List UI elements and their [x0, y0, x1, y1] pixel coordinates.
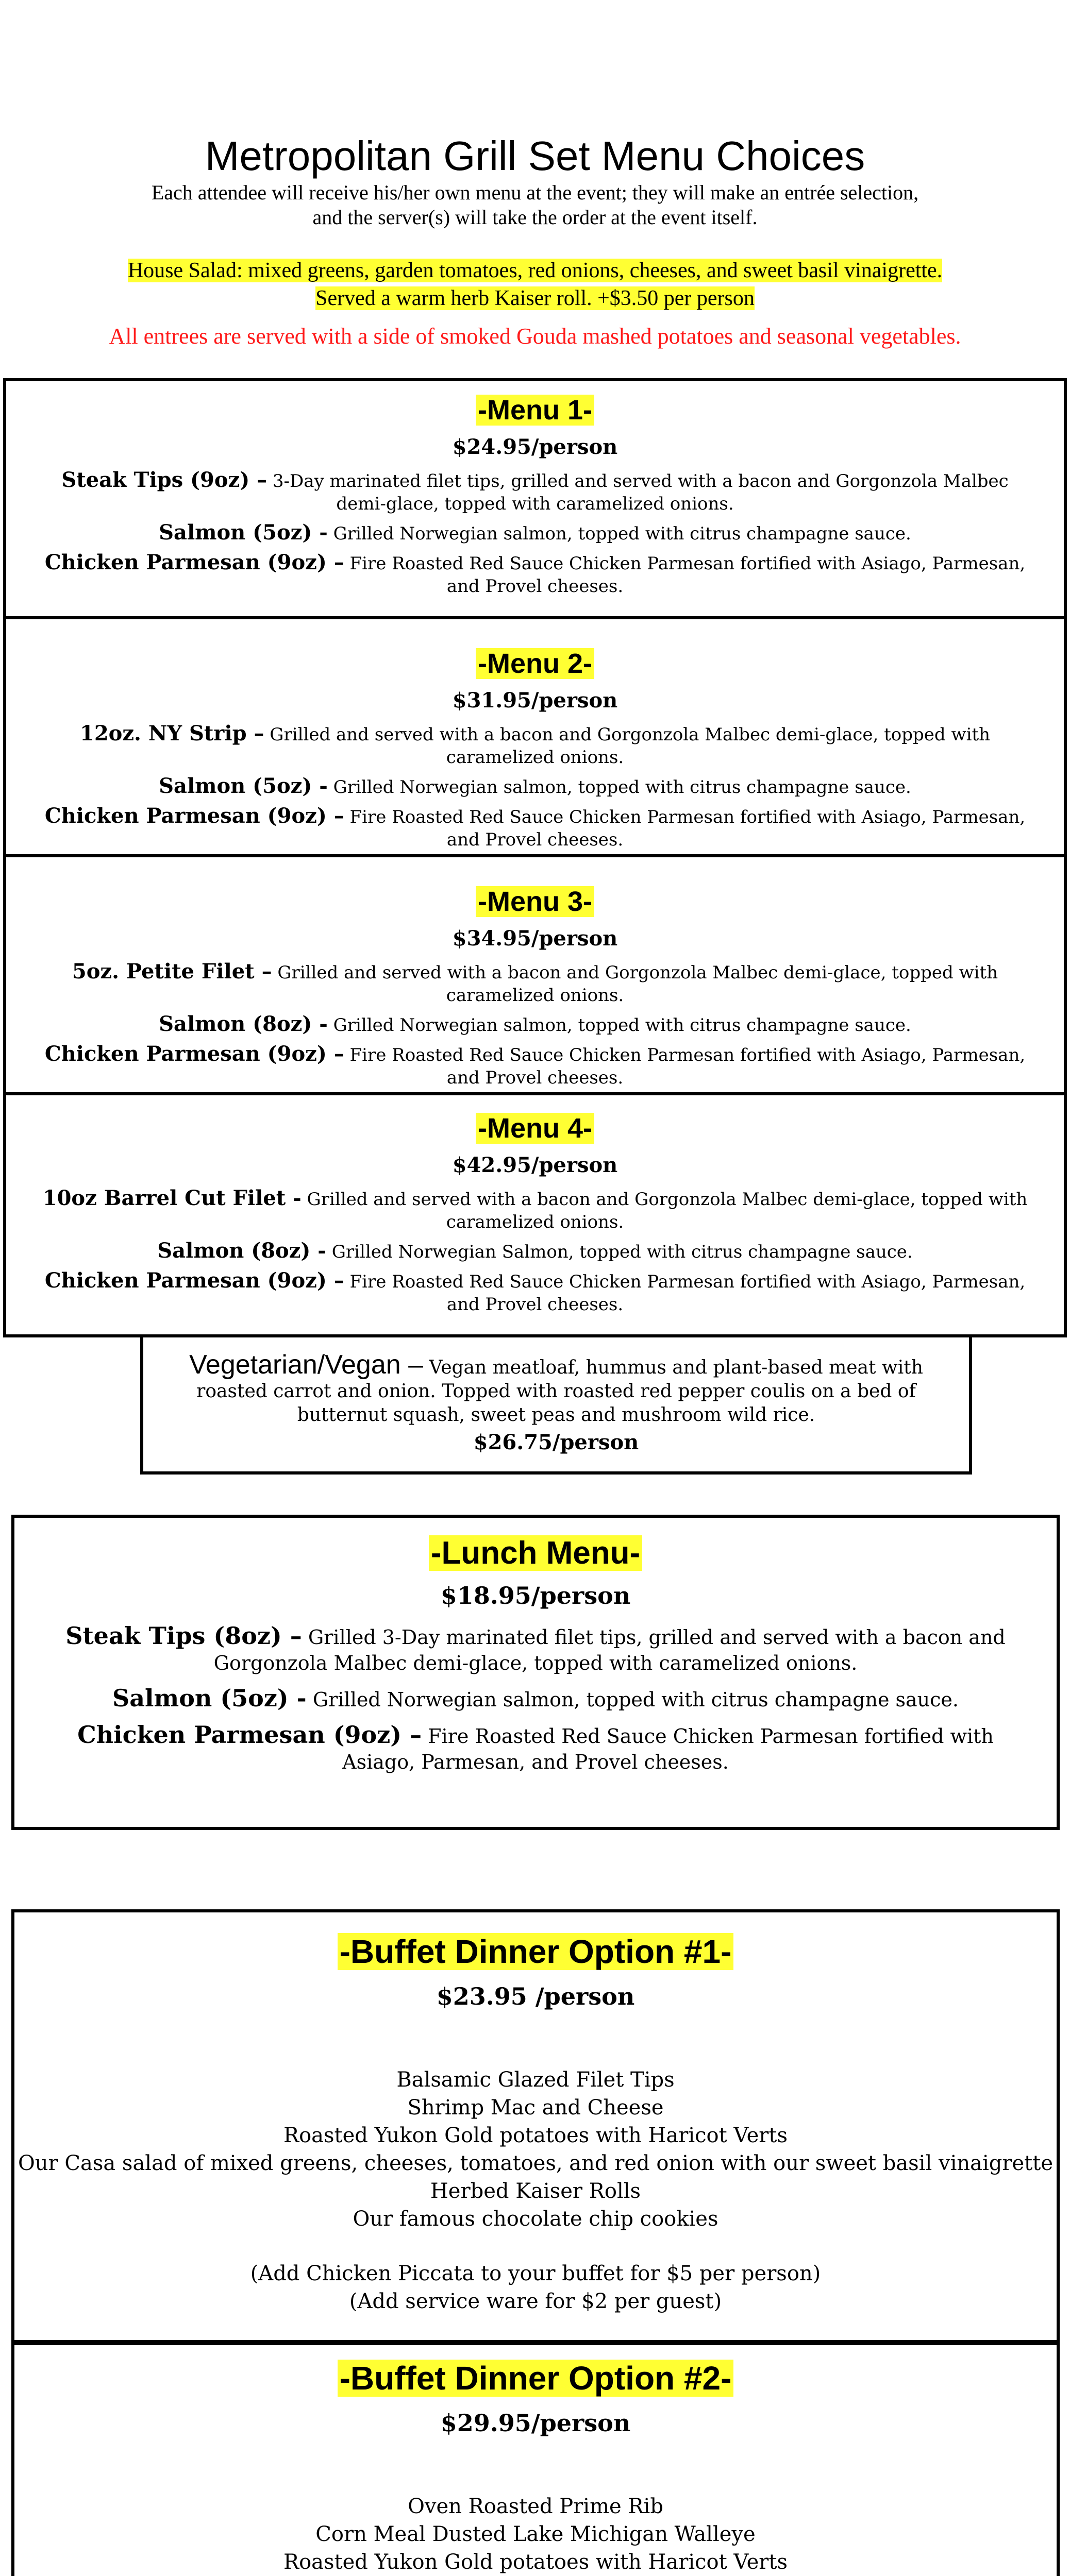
buffet-item: Shrimp Mac and Cheese [407, 2096, 664, 2120]
menu-item [6, 521, 1064, 545]
item-name: 5oz. Petite Filet – [72, 959, 272, 984]
item-desc: Grilled 3-Day marinated filet tips, grilled and served with a bacon and Gorgonzola Malbec demi-glace, topped with caramelized onions. [213, 1626, 1006, 1674]
menu-item [6, 775, 1064, 799]
lunch-item [14, 1623, 1057, 1676]
item-name: Chicken Parmesan (9oz) – [44, 1042, 344, 1066]
menu-price: $42.95/person [452, 1153, 618, 1177]
vegetarian-price: $26.75/person [473, 1430, 639, 1454]
item-desc: Fire Roasted Red Sauce Chicken Parmesan fortified with Asiago, Parmesan, and Provel cheeses. [349, 1045, 1026, 1088]
item-desc: Grilled and served with a bacon and Gorgonzola Malbec demi-glace, topped with caramelized onions. [270, 724, 990, 768]
menu-item [6, 960, 1064, 1007]
vegetarian-item [143, 1350, 969, 1427]
menu-item [6, 1043, 1064, 1089]
buffet-price: $29.95/person [440, 2409, 631, 2437]
vegetarian-box [140, 1334, 972, 1475]
lunch-menu-box [11, 1515, 1060, 1830]
menu-item [6, 1269, 1064, 1316]
buffet-addons [14, 2260, 1057, 2315]
buffet-price: $23.95 /person [436, 1982, 635, 2010]
menu-2-box [3, 616, 1067, 857]
item-desc: Fire Roasted Red Sauce Chicken Parmesan fortified with Asiago, Parmesan, and Provel cheeses. [349, 1272, 1026, 1315]
menu-title: -Menu 4- [6, 1111, 1064, 1146]
buffet-addon: (Add Chicken Piccata to your buffet for $5 per person) [250, 2262, 821, 2285]
menu-item [6, 551, 1064, 598]
buffet-item: Herbed Kaiser Rolls [430, 2179, 641, 2203]
buffet-item: Roasted Yukon Gold potatoes with Haricot Verts [283, 2550, 788, 2574]
intro-line: and the server(s) will take the order at the event itself. [312, 206, 758, 229]
buffet-title: -Buffet Dinner Option #2- [14, 2358, 1057, 2399]
intro-line: Each attendee will receive his/her own menu at the event; they will make an entrée selection, [151, 181, 919, 204]
item-desc: Grilled Norwegian salmon, topped with citrus champagne sauce. [333, 1015, 911, 1036]
page-title: Metropolitan Grill Set Menu Choices [205, 133, 865, 179]
item-name: Salmon (8oz) - [159, 1012, 328, 1036]
house-salad-note [0, 257, 1070, 312]
buffet-items [14, 2493, 1057, 2576]
item-desc: Grilled and served with a bacon and Gorgonzola Malbec demi-glace, topped with caramelized onions. [277, 962, 998, 1006]
item-name: Chicken Parmesan (9oz) – [77, 1721, 422, 1749]
menu-price: $34.95/person [452, 926, 618, 951]
buffet-item: Balsamic Glazed Filet Tips [396, 2068, 675, 2092]
item-desc: Grilled Norwegian salmon, topped with citrus champagne sauce. [312, 1688, 959, 1711]
item-name: Steak Tips (8oz) – [65, 1622, 302, 1650]
lunch-title: -Lunch Menu- [14, 1533, 1057, 1573]
lunch-item [14, 1722, 1057, 1775]
menu-price: $31.95/person [452, 688, 618, 713]
salad-line: Served a warm herb Kaiser roll. +$3.50 per person [315, 286, 755, 310]
item-desc: 3-Day marinated filet tips, grilled and served with a bacon and Gorgonzola Malbec demi-glace, topped with caramelized onions. [272, 471, 1009, 514]
menu-item [6, 805, 1064, 851]
item-desc: Grilled Norwegian salmon, topped with citrus champagne sauce. [333, 777, 911, 798]
menu-3-box [3, 854, 1067, 1095]
item-name: 10oz Barrel Cut Filet - [42, 1186, 302, 1210]
item-name: Salmon (8oz) - [157, 1239, 326, 1263]
item-name: Chicken Parmesan (9oz) – [44, 804, 344, 828]
item-name: Chicken Parmesan (9oz) – [44, 550, 344, 574]
menu-title: -Menu 2- [6, 646, 1064, 681]
menu-title: -Menu 3- [6, 884, 1064, 919]
buffet-item: Our famous chocolate chip cookies [353, 2207, 718, 2231]
buffet-title: -Buffet Dinner Option #1- [14, 1931, 1057, 1972]
entrees-side-note: All entrees are served with a side of smoked Gouda mashed potatoes and seasonal vegetables. [109, 324, 961, 349]
menu-item [6, 1013, 1064, 1037]
item-desc: Fire Roasted Red Sauce Chicken Parmesan fortified with Asiago, Parmesan, and Provel cheeses. [349, 553, 1026, 597]
lunch-item [14, 1685, 1057, 1713]
menu-item [6, 722, 1064, 769]
salad-line: House Salad: mixed greens, garden tomatoes, red onions, cheeses, and sweet basil vinaigrette. [127, 259, 943, 282]
vegetarian-label: Vegetarian/Vegan – [189, 1350, 424, 1380]
buffet-option-2-box [11, 2342, 1060, 2576]
menu-4-box [3, 1092, 1067, 1337]
item-name: Salmon (5oz) - [159, 774, 328, 798]
item-name: Salmon (5oz) - [112, 1684, 307, 1712]
intro-text [0, 180, 1070, 230]
buffet-addon: (Add service ware for $2 per guest) [349, 2290, 722, 2313]
item-desc: Fire Roasted Red Sauce Chicken Parmesan fortified with Asiago, Parmesan, and Provel cheeses. [342, 1725, 994, 1773]
item-name: 12oz. NY Strip – [79, 721, 264, 745]
item-desc: Fire Roasted Red Sauce Chicken Parmesan fortified with Asiago, Parmesan, and Provel cheeses. [349, 807, 1026, 850]
buffet-item: Corn Meal Dusted Lake Michigan Walleye [315, 2522, 756, 2546]
menu-item [6, 1187, 1064, 1233]
buffet-items [14, 2066, 1057, 2233]
menu-price: $24.95/person [452, 435, 618, 459]
menu-item [6, 1240, 1064, 1263]
buffet-item: Oven Roasted Prime Rib [408, 2495, 663, 2518]
item-desc: Grilled Norwegian salmon, topped with citrus champagne sauce. [333, 523, 911, 544]
item-name: Chicken Parmesan (9oz) – [44, 1268, 344, 1293]
buffet-item: Roasted Yukon Gold potatoes with Haricot Verts [283, 2124, 788, 2147]
lunch-price: $18.95/person [440, 1582, 631, 1609]
menu-item [6, 469, 1064, 515]
item-name: Steak Tips (9oz) – [61, 468, 268, 492]
item-desc: Grilled Norwegian Salmon, topped with citrus champagne sauce. [331, 1242, 913, 1262]
menu-1-box [3, 378, 1067, 619]
vegetarian-desc: Vegan meatloaf, hummus and plant-based meat with roasted carrot and onion. Topped with roasted red pepper coulis on a bed of butternut squash, sweet peas and mushroom wild rice. [196, 1357, 923, 1426]
buffet-item: Our Casa salad of mixed greens, cheeses, tomatoes, and red onion with our sweet basil vinaigrette [18, 2151, 1053, 2175]
menu-title: -Menu 1- [6, 393, 1064, 428]
buffet-option-1-box [11, 1909, 1060, 2343]
item-desc: Grilled and served with a bacon and Gorgonzola Malbec demi-glace, topped with caramelized onions. [307, 1189, 1028, 1232]
item-name: Salmon (5oz) - [159, 520, 328, 545]
